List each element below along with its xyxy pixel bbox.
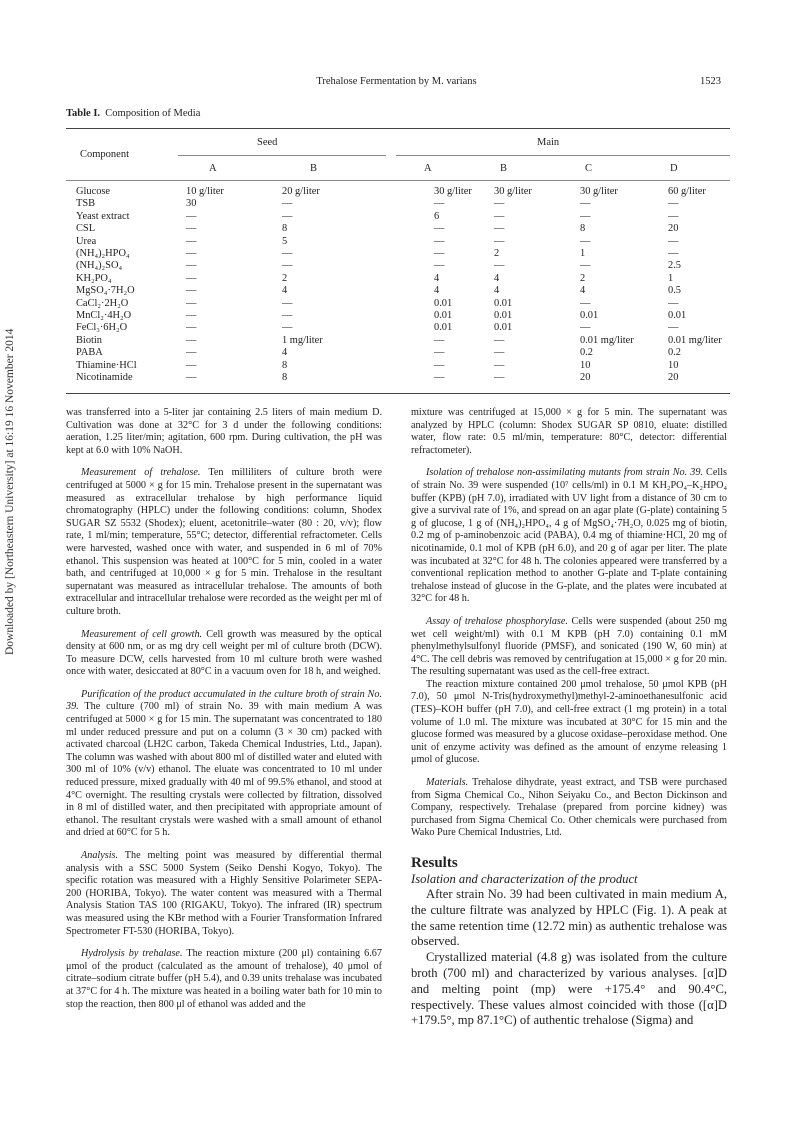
seed-group-header: Seed	[257, 137, 278, 148]
table-cell: 2	[580, 272, 586, 284]
paragraph-heading: Assay of trehalose phosphorylase.	[426, 615, 568, 627]
table-cell: —	[186, 372, 197, 384]
component-name: Glucose	[76, 186, 111, 197]
seed-underline	[178, 155, 386, 156]
table-label: Table I.	[66, 108, 101, 119]
paragraph-text: Cells were suspended (about 250 mg wet cell weight/ml) with 0.1 M KPB (pH 7.0) containing 0.1 mM phenylmethylsulfonyl fluoride (PMSF), and sonicated (190 W, 60 min) at 4°C. The cell debris was removed by centrifugation at 15,000 × g for 20 min. The resulting supernatant was used as the cell-free extract.	[411, 615, 727, 678]
subsection-heading: Isolation and characterization of the product	[411, 872, 638, 886]
table-cell: —	[668, 297, 679, 309]
table-cell: —	[282, 248, 293, 260]
table-cell: —	[494, 260, 505, 272]
table-cell: —	[434, 347, 445, 359]
table-cell: —	[186, 248, 197, 260]
table-cell: 0.01	[494, 310, 513, 322]
table-cell: 4	[494, 285, 500, 297]
col-header: C	[585, 163, 593, 174]
component-name: Urea	[76, 235, 97, 247]
table-cell: —	[282, 210, 293, 222]
main-underline	[396, 155, 730, 156]
table-cell: 0.01 mg/liter	[580, 334, 634, 346]
col-header: A	[424, 163, 432, 174]
table-cell: —	[494, 223, 505, 235]
component-name: MgSO₄·7H₂O	[76, 285, 135, 297]
table-cell: —	[186, 272, 197, 284]
table-cell: 8	[282, 372, 288, 384]
left-column	[66, 407, 382, 1011]
table-cell: —	[186, 260, 197, 272]
table-cell: 4	[434, 285, 440, 297]
table-cell: —	[434, 372, 445, 384]
table-cell: 1 mg/liter	[282, 334, 323, 346]
paragraph	[66, 629, 382, 679]
component-name: Biotin	[76, 334, 102, 346]
paragraph-heading: Measurement of trehalose.	[81, 467, 201, 479]
paragraph-text: The culture (700 ml) of strain No. 39 with main medium A was centrifuged at 5000 × g for 15 min. The supernatant was concentrated to 180 ml under reduced pressure and put on a column (3 × 30 cm) packed with activated charcoal (LH2C carbon, Takeda Chemical Industries, Ltd., Japan). The column was washed with about 800 ml of distilled water and eluted with 300 ml of 10% (v/v) ethanol. The eluate was concentrated to 10 ml under reduced pressure, mixed gradually with 40 ml of 99.5% ethanol, and stood at 4°C overnight. The resulting crystals were collected by filtration, dissolved in 8 ml of distilled water, and then precipitated with appropriate amount of ethanol. The resultant crystals were washed with a small amount of ethanol and dried at 60°C for 5 h.	[66, 701, 382, 839]
table-cell: —	[580, 297, 591, 309]
component-name: Thiamine·HCl	[76, 359, 137, 371]
paragraph	[66, 467, 382, 618]
table-cell: 4	[282, 347, 288, 359]
paragraph	[411, 467, 727, 606]
table-cell: —	[186, 322, 197, 334]
table-cell: —	[434, 223, 445, 235]
table-cell: —	[186, 359, 197, 371]
table-row	[66, 298, 730, 310]
table-row	[66, 360, 730, 372]
page-number: 1523	[700, 76, 721, 87]
component-name: (NH₄)₂SO₄	[76, 260, 123, 272]
paragraph-text: Cells of strain No. 39 were suspended (10⁷ cells/ml) in 0.1 M KH₂PO₄–K₂HPO₄ buffer (KPB) (pH 7.0), irradiated with UV light from a distance of 30 cm to give a survival rate of 1%, and spread on an agar plate (G-plate) containing 5 g of glucose, 1 g of (NH₄)₂HPO₄, 4 g of MgSO₄·7H₂O, 0.025 mg of biotin, 0.2 mg of p-aminobenzoic acid (PABA), 0.4 mg of thiamine·HCl, 20 mg of nicotinamide, 0.1 mol of KPB (pH 6.0), and 20 g of agar per liter. The plate was incubated at 32°C for 48 h. The colonies appeared were transferred by a conventional replication method to another G-plate and T-plate containing trehalose instead of glucose in the G-plate, and the plates were incubated at 32°C for 48 h.	[411, 467, 727, 605]
table-cell: 60 g/liter	[668, 186, 706, 197]
table-cell: 0.01	[434, 297, 453, 309]
table-cell: —	[434, 248, 445, 260]
table-cell: 1	[580, 248, 586, 260]
component-name: TSB	[76, 198, 96, 210]
paragraph	[411, 679, 727, 767]
col-header: B	[310, 163, 318, 174]
table-cell: 8	[580, 223, 586, 235]
paragraph	[411, 407, 727, 457]
running-head: Trehalose Fermentation by M. varians	[316, 76, 477, 87]
table-cell: 2.5	[668, 260, 681, 272]
table-cell: 8	[282, 223, 288, 235]
table-cell: 4	[494, 272, 500, 284]
table-cell: —	[494, 334, 505, 346]
paragraph-heading: Analysis.	[81, 850, 119, 861]
table-cell: —	[282, 297, 293, 309]
table-cell: —	[668, 322, 679, 334]
table-row	[66, 248, 730, 260]
table-cell: —	[668, 198, 679, 210]
table-cell: 2	[494, 248, 500, 260]
paragraph-text: Cell growth was measured by the optical density at 600 nm, or as mg dry cell weight per ml of culture broth (DCW). To measure DCW, cells harvested from 10 ml culture broth were washed once with water, desiccated at 80°C in a vacuum oven for 18 h, and weighed.	[66, 628, 382, 678]
table-cell: 10 g/liter	[186, 186, 224, 197]
table-cell: —	[434, 334, 445, 346]
table-cell: 20	[668, 223, 679, 235]
table-cell: 30 g/liter	[580, 186, 618, 197]
table-cell: —	[494, 198, 505, 210]
table-cell: 0.01 mg/liter	[668, 334, 722, 346]
component-header: Component	[80, 149, 129, 160]
table-cell: 30 g/liter	[494, 186, 532, 197]
table-cell: —	[434, 359, 445, 371]
table-cell: 0.01	[580, 310, 599, 322]
table-cell: —	[282, 198, 293, 210]
table-row	[66, 310, 730, 322]
table-cell: 6	[434, 210, 440, 222]
col-header: A	[209, 163, 217, 174]
table-cell: 20	[580, 372, 591, 384]
download-notice-text: Downloaded by [Northeastern University] at 16:19 16 November 2014	[4, 328, 16, 655]
table-row	[66, 223, 730, 235]
table-cell: —	[282, 322, 293, 334]
table-cell: —	[494, 359, 505, 371]
table-cell: —	[668, 248, 679, 260]
component-name: Nicotinamide	[76, 372, 133, 384]
table-cell: 10	[668, 359, 679, 371]
download-notice	[4, 328, 24, 925]
results-paragraph: Crystallized material (4.8 g) was isolated from the culture broth (700 ml) and characterized by various analyses. [α]D and melting point (mp) were +175.4° and 90.4°C, respectively. These values almost coincided with those ([α]D +179.5°, mp 87.1°C) of authentic trehalose (Sigma) and	[411, 950, 727, 1028]
component-name: CaCl₂·2H₂O	[76, 297, 129, 309]
table-cell: 4	[434, 272, 440, 284]
paragraph-heading: Measurement of cell growth.	[81, 628, 203, 640]
table-cell: 4	[282, 285, 288, 297]
paragraph-heading: Materials.	[426, 777, 469, 789]
paragraph-heading: Isolation of trehalose non-assimilating mutants from strain No. 39.	[426, 467, 703, 479]
paragraph	[66, 850, 382, 938]
section-heading: Results	[411, 855, 458, 871]
paragraph-text: The reaction mixture contained 200 μmol trehalose, 50 μmol KPB (pH 7.0), 50 μmol N-Tris(hydroxymethyl)methyl-2-aminoethanesulfonic acid (TES)–KOH buffer (pH 7.0), and cell-free extract (1 mg protein) in a total volume of 1.0 ml. The mixture was incubated at 30°C for 15 min and the glucose formed was measured by a glucose oxidase–peroxidase method. One unit of enzyme activity was defined as the amount of enzyme releasing 1 μmol of glucose.	[411, 678, 727, 766]
table-cell: 1	[668, 272, 674, 284]
table-top-rule	[66, 128, 730, 129]
paragraph-heading: Purification of the product accumulated in the culture broth of strain No. 39.	[66, 688, 382, 713]
paragraph-heading: Hydrolysis by trehalase.	[81, 948, 183, 960]
table-row	[66, 273, 730, 285]
table-cell: 0.01	[434, 310, 453, 322]
table-cell: 20 g/liter	[282, 186, 320, 197]
table-cell: —	[494, 210, 505, 222]
right-column	[411, 407, 727, 1029]
paragraph-text: The reaction mixture (200 μl) containing 6.67 μmol of the product (calculated as the amount of trehalose), 40 μmol of citrate–sodium citrate buffer (pH 5.4), and 0.39 units trehalase was incubated at 37°C for 4 h. The mixture was heated in a boiling water bath for 10 min to stop the reaction, then 800 μl of ethanol was added and the	[66, 948, 382, 1010]
table-cell: —	[434, 260, 445, 272]
paragraph	[66, 948, 382, 1011]
table-cell: —	[186, 285, 197, 297]
table-row	[66, 347, 730, 359]
component-name: (NH₄)₂HPO₄	[76, 248, 130, 260]
table-cell: 0.01	[494, 322, 513, 334]
table-caption-text: Composition of Media	[105, 108, 201, 119]
table-cell: 2	[282, 272, 288, 284]
table-cell: —	[186, 334, 197, 346]
table-bottom-rule	[66, 393, 730, 394]
paragraph-text: The melting point was measured by differential thermal analysis with a SSC 5000 System (Seiko Denshi Kogyo, Tokyo). The specific rotation was measured with a Highly Sensitive Polarimeter SEPA-200 (HORIBA, Tokyo). The water content was measured with a Thermal Analysis Station TAS 100 (RIGAKU, Tokyo). The infrared (IR) spectrum was measured using the KBr method with a Fourier Transformation Infrared Spectrometer FT-530 (HORIBA, Tokyo).	[66, 850, 382, 937]
table-row	[66, 260, 730, 272]
table-cell: 0.01	[434, 322, 453, 334]
component-name: MnCl₂·4H₂O	[76, 310, 132, 322]
paragraph-text: mixture was centrifuged at 15,000 × g for 5 min. The supernatant was analyzed by HPLC (column: Shodex SUGAR SP 0810, eluate: distilled water, flow rate: 0.5 ml/min, temperature: 80°C, detector: differential refractometer).	[411, 407, 727, 456]
paragraph	[411, 777, 727, 840]
table-cell: 20	[668, 372, 679, 384]
col-header: B	[500, 163, 508, 174]
table-cell: 30	[186, 198, 197, 210]
paragraph	[66, 689, 382, 840]
component-name: CSL	[76, 223, 96, 235]
table-cell: —	[580, 210, 591, 222]
table-cell: 0.01	[668, 310, 687, 322]
table-cell: —	[580, 235, 591, 247]
table-cell: —	[494, 347, 505, 359]
table-row	[66, 186, 730, 198]
component-name: FeCl₃·6H₂O	[76, 322, 128, 334]
table-row	[66, 372, 730, 384]
table-row	[66, 211, 730, 223]
table-cell: 0.5	[668, 285, 681, 297]
table-cell: —	[434, 198, 445, 210]
table-cell: —	[494, 372, 505, 384]
paragraph	[66, 407, 382, 457]
table-row	[66, 322, 730, 334]
table-cell: 5	[282, 235, 288, 247]
table-row	[66, 236, 730, 248]
composition-table	[66, 186, 730, 385]
table-cell: —	[186, 297, 197, 309]
paragraph-text: Trehalose dihydrate, yeast extract, and TSB were purchased from Sigma Chemical Co., Nihon Seiyaku Co., and Becton Dickinson and Company, respectively. Trehalase (prepared from porcine kidney) was purchased from Sigma Chemical Co. Other chemicals were purchased from Wako Pure Chemical Industries, Ltd.	[411, 777, 727, 839]
table-header-rule	[66, 180, 730, 181]
table-cell: —	[186, 347, 197, 359]
component-name: Yeast extract	[76, 210, 130, 222]
table-cell: 8	[282, 359, 288, 371]
table-cell: 0.01	[494, 297, 513, 309]
table-cell: 4	[580, 285, 586, 297]
results-paragraph: After strain No. 39 had been cultivated in main medium A, the culture filtrate was analyzed by HPLC (Fig. 1). A peak at the same retention time (12.72 min) as authentic trehalose was observed.	[411, 887, 727, 949]
main-group-header: Main	[537, 137, 560, 148]
col-header: D	[670, 163, 678, 174]
component-name: KH₂PO₄	[76, 272, 112, 284]
table-cell: 0.2	[580, 347, 593, 359]
table-cell: —	[282, 310, 293, 322]
paragraph	[411, 616, 727, 679]
table-cell: —	[668, 210, 679, 222]
table-caption	[66, 108, 200, 119]
component-name: PABA	[76, 347, 103, 359]
table-cell: 0.2	[668, 347, 681, 359]
table-cell: —	[580, 322, 591, 334]
table-cell: —	[186, 223, 197, 235]
table-cell: —	[434, 235, 445, 247]
table-cell: —	[580, 260, 591, 272]
table-cell: —	[282, 260, 293, 272]
table-row	[66, 198, 730, 210]
paragraph-text: was transferred into a 5-liter jar containing 2.5 liters of main medium D. Cultivation was done at 32°C for 3 d under the following conditions: aeration, 1.25 liter/min; agitation, 600 rpm. During cultivation, the pH was kept at 6.0 with 10% NaOH.	[66, 407, 382, 456]
table-cell: —	[580, 198, 591, 210]
table-row	[66, 285, 730, 297]
table-row	[66, 335, 730, 347]
table-cell: —	[668, 235, 679, 247]
table-cell: 30 g/liter	[434, 186, 472, 197]
table-cell: 10	[580, 359, 591, 371]
paragraph-text: Ten milliliters of culture broth were centrifuged at 5000 × g for 15 min. Trehalose present in the supernatant was measured as extracellular trehalose by high performance liquid chromatography (HPLC) under the following conditions: column, Shodex SUGAR SZ 5532 (Shodex); eluent, acetonitrile–water (80 : 20, v/v); flow rate, 1 ml/min; temperature, 55°C; detector, differential refractometer. Cells were harvested, washed once with water, and suspended in 6 ml of 70% ethanol. This suspension was heated at 100°C for 5 min, cooled in a water bath, and centrifuged at 10,000 × g for 5 min. Trehalose in the resultant supernatant was measured as intracellular trehalose. The amounts of both extracellular and intracellular trehalose were recorded as the weight per ml of culture broth.	[66, 467, 382, 617]
table-cell: —	[186, 310, 197, 322]
table-cell: —	[494, 235, 505, 247]
table-cell: —	[186, 235, 197, 247]
table-cell: —	[186, 210, 197, 222]
